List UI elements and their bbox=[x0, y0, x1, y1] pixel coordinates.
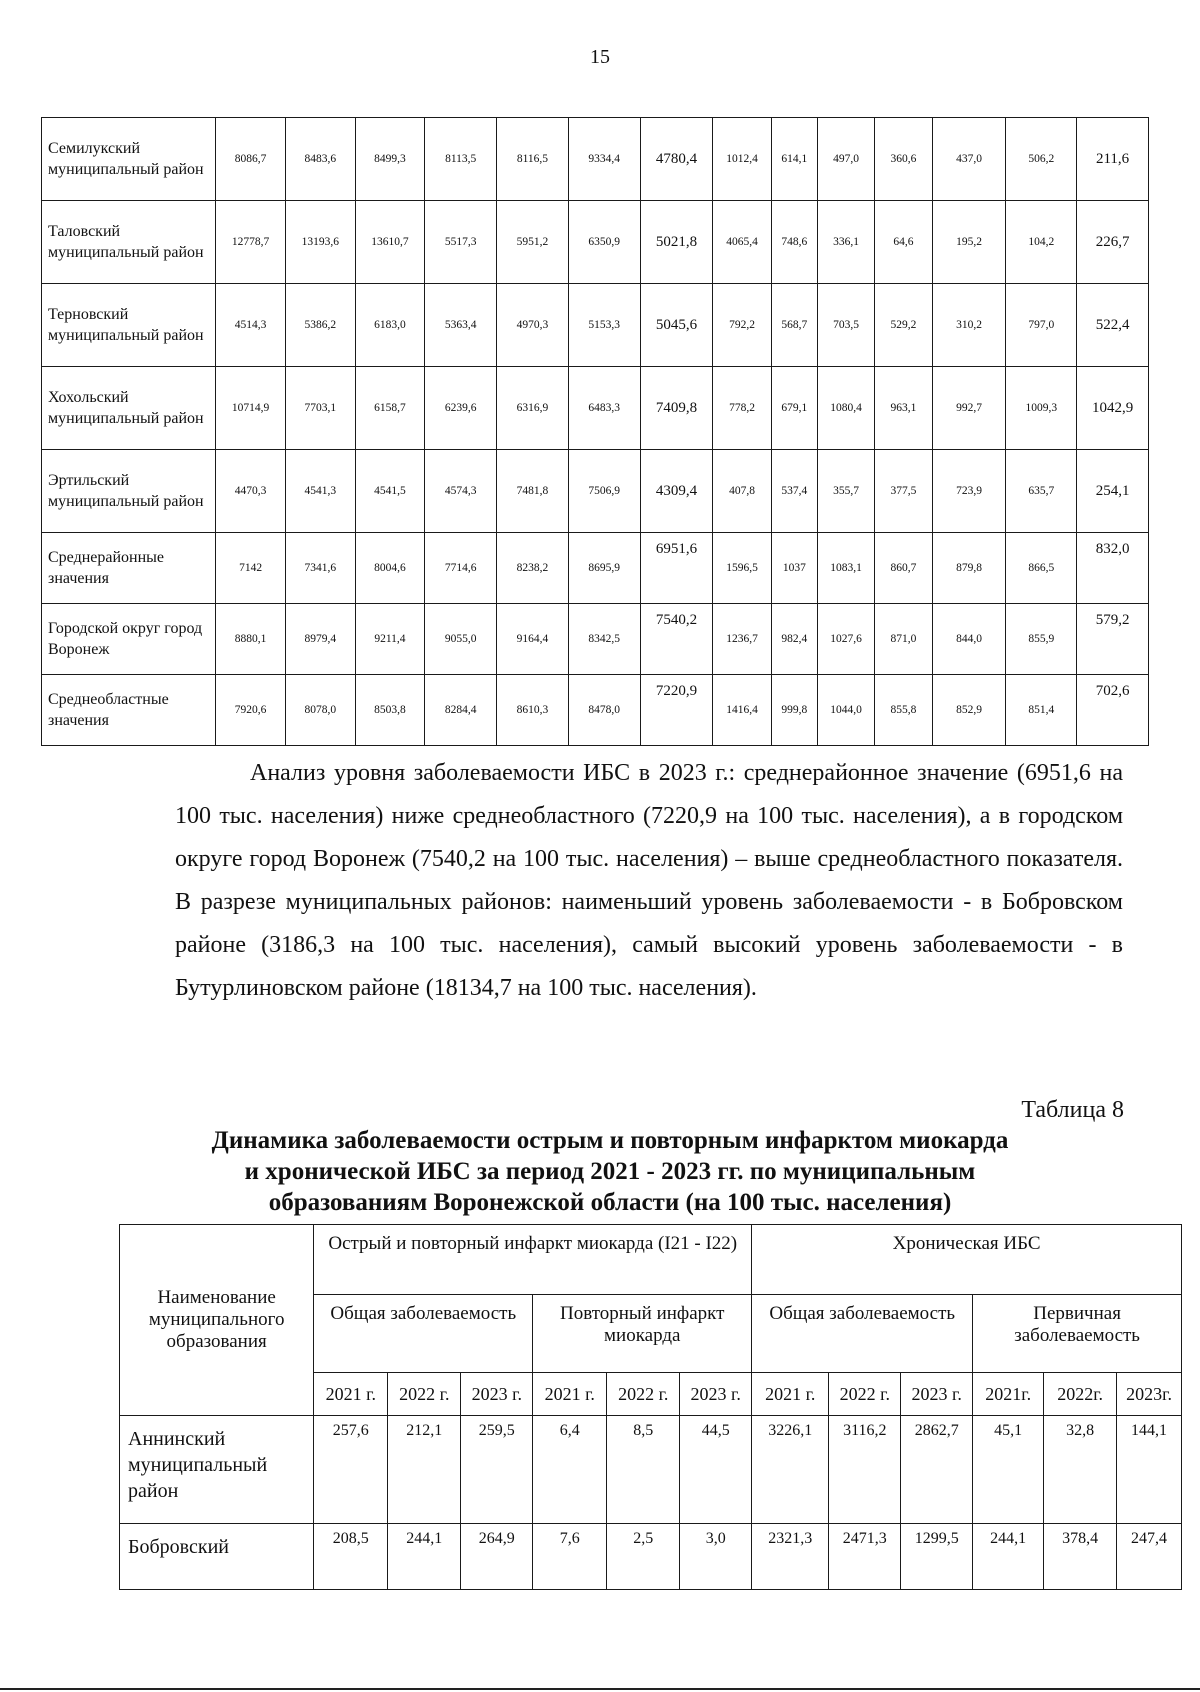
table-cell: 9334,4 bbox=[568, 118, 640, 201]
table-cell: 6951,6 bbox=[640, 533, 713, 604]
table-row bbox=[42, 450, 1149, 533]
year-header: 2021 г. bbox=[752, 1373, 829, 1416]
column-group-chronic-ihd: Хроническая ИБС bbox=[752, 1225, 1182, 1295]
table-cell: 44,5 bbox=[680, 1416, 752, 1524]
table-row bbox=[42, 533, 1149, 604]
caption-line: образованиям Воронежской области (на 100 тыс. населения) bbox=[268, 1189, 952, 1216]
table-cell: 264,9 bbox=[461, 1524, 533, 1590]
row-name: Эртильский муниципальный район bbox=[42, 450, 216, 533]
table-cell: 259,5 bbox=[461, 1416, 533, 1524]
year-header: 2021г. bbox=[973, 1373, 1044, 1416]
year-header: 2021 г. bbox=[533, 1373, 607, 1416]
table-cell: 1027,6 bbox=[817, 604, 874, 675]
table-cell: 12778,7 bbox=[216, 201, 286, 284]
table-cell: 792,2 bbox=[713, 284, 771, 367]
table-cell: 208,5 bbox=[314, 1524, 388, 1590]
subheader-mi-total: Общая заболеваемость bbox=[314, 1295, 533, 1373]
caption-line: и хронической ИБС за период 2021 - 2023 гг. по муниципальным bbox=[244, 1158, 976, 1185]
morbidity-table-continued bbox=[41, 117, 1149, 746]
table-cell: 866,5 bbox=[1006, 533, 1077, 604]
column-group-mi: Острый и повторный инфаркт миокарда (I21 - I22) bbox=[314, 1225, 752, 1295]
page-number: 15 bbox=[590, 46, 610, 68]
table-caption bbox=[150, 1125, 1070, 1218]
table-cell: 537,4 bbox=[771, 450, 817, 533]
table-cell: 6316,9 bbox=[497, 367, 569, 450]
table-cell: 7341,6 bbox=[285, 533, 355, 604]
year-header: 2023 г. bbox=[461, 1373, 533, 1416]
table-cell: 9211,4 bbox=[355, 604, 425, 675]
table-label: Таблица 8 bbox=[1021, 1097, 1124, 1123]
table-cell: 635,7 bbox=[1006, 450, 1077, 533]
subheader-ihd-primary: Первичная заболеваемость bbox=[973, 1295, 1182, 1373]
table-cell: 8483,6 bbox=[285, 118, 355, 201]
table-cell: 702,6 bbox=[1077, 675, 1149, 746]
table-cell: 7540,2 bbox=[640, 604, 713, 675]
row-name: Городской округ город Воронеж bbox=[42, 604, 216, 675]
table-cell: 144,1 bbox=[1117, 1416, 1182, 1524]
table-cell: 8503,8 bbox=[355, 675, 425, 746]
table-cell: 1037 bbox=[771, 533, 817, 604]
table-cell: 4574,3 bbox=[425, 450, 497, 533]
table-cell: 104,2 bbox=[1006, 201, 1077, 284]
table-cell: 832,0 bbox=[1077, 533, 1149, 604]
table-cell: 614,1 bbox=[771, 118, 817, 201]
table-cell: 8086,7 bbox=[216, 118, 286, 201]
year-header: 2023г. bbox=[1117, 1373, 1182, 1416]
table-cell: 8880,1 bbox=[216, 604, 286, 675]
row-name: Таловский муниципальный район bbox=[42, 201, 216, 284]
table-cell: 7220,9 bbox=[640, 675, 713, 746]
table-cell: 10714,9 bbox=[216, 367, 286, 450]
table-cell: 257,6 bbox=[314, 1416, 388, 1524]
row-name: Семилукский муниципальный район bbox=[42, 118, 216, 201]
table-cell: 2,5 bbox=[607, 1524, 680, 1590]
table-cell: 6483,3 bbox=[568, 367, 640, 450]
table-cell: 992,7 bbox=[932, 367, 1006, 450]
table-cell: 7703,1 bbox=[285, 367, 355, 450]
row-name: Среднерайонные значения bbox=[42, 533, 216, 604]
table-cell: 1299,5 bbox=[901, 1524, 973, 1590]
table-cell: 2321,3 bbox=[752, 1524, 829, 1590]
table-cell: 4780,4 bbox=[640, 118, 713, 201]
subheader-ihd-total: Общая заболеваемость bbox=[752, 1295, 973, 1373]
table-cell: 1596,5 bbox=[713, 533, 771, 604]
analysis-paragraph: Анализ уровня заболеваемости ИБС в 2023 г.: среднерайонное значение (6951,6 на 100 тыс. населения) ниже среднеобластного (7220,9 на 100 тыс. населения), а в городском округе город Воронеж (7540,2 на 100 тыс. населения) – выше среднеобластного показателя. В разрезе муниципальных районов: наименьший уровень заболеваемости - в Бобровском районе (3186,3 на 100 тыс. населения), самый высокий уровень заболеваемости - в Бутурлиновском районе (18134,7 на 100 тыс. населения). bbox=[175, 760, 1123, 1001]
table-cell: 8078,0 bbox=[285, 675, 355, 746]
table-cell: 244,1 bbox=[973, 1524, 1044, 1590]
year-header: 2022 г. bbox=[829, 1373, 901, 1416]
table-cell: 4065,4 bbox=[713, 201, 771, 284]
table-cell: 9164,4 bbox=[497, 604, 569, 675]
table-cell: 8342,5 bbox=[568, 604, 640, 675]
table-cell: 2862,7 bbox=[901, 1416, 973, 1524]
table-cell: 6350,9 bbox=[568, 201, 640, 284]
table-cell: 871,0 bbox=[875, 604, 932, 675]
table-cell: 254,1 bbox=[1077, 450, 1149, 533]
table-cell: 244,1 bbox=[388, 1524, 461, 1590]
table-cell: 377,5 bbox=[875, 450, 932, 533]
table-cell: 703,5 bbox=[817, 284, 874, 367]
table-cell: 7481,8 bbox=[497, 450, 569, 533]
table-cell: 378,4 bbox=[1044, 1524, 1117, 1590]
year-header: 2022 г. bbox=[388, 1373, 461, 1416]
table-cell: 797,0 bbox=[1006, 284, 1077, 367]
table-cell: 310,2 bbox=[932, 284, 1006, 367]
table-cell: 195,2 bbox=[932, 201, 1006, 284]
column-header-name: Наименование муниципального образования bbox=[120, 1225, 314, 1416]
table-cell: 1012,4 bbox=[713, 118, 771, 201]
table-cell: 963,1 bbox=[875, 367, 932, 450]
table-cell: 6183,0 bbox=[355, 284, 425, 367]
table-cell: 407,8 bbox=[713, 450, 771, 533]
subheader-mi-repeat: Повторный инфаркт миокарда bbox=[533, 1295, 752, 1373]
table-row bbox=[42, 118, 1149, 201]
table-cell: 579,2 bbox=[1077, 604, 1149, 675]
table-cell: 6,4 bbox=[533, 1416, 607, 1524]
table-cell: 5386,2 bbox=[285, 284, 355, 367]
table-cell: 13193,6 bbox=[285, 201, 355, 284]
table-row bbox=[120, 1524, 1182, 1590]
table-cell: 8238,2 bbox=[497, 533, 569, 604]
table-cell: 7714,6 bbox=[425, 533, 497, 604]
table-cell: 4970,3 bbox=[497, 284, 569, 367]
table-row bbox=[42, 675, 1149, 746]
table-cell: 1009,3 bbox=[1006, 367, 1077, 450]
table-cell: 336,1 bbox=[817, 201, 874, 284]
table-cell: 64,6 bbox=[875, 201, 932, 284]
table-cell: 723,9 bbox=[932, 450, 1006, 533]
caption-line: Динамика заболеваемости острым и повторным инфарктом миокарда bbox=[211, 1127, 1009, 1154]
table-cell: 4541,3 bbox=[285, 450, 355, 533]
table-cell: 32,8 bbox=[1044, 1416, 1117, 1524]
table-cell: 360,6 bbox=[875, 118, 932, 201]
year-header: 2022г. bbox=[1044, 1373, 1117, 1416]
table-cell: 45,1 bbox=[973, 1416, 1044, 1524]
year-header: 2023 г. bbox=[680, 1373, 752, 1416]
table-cell: 6239,6 bbox=[425, 367, 497, 450]
table-cell: 8004,6 bbox=[355, 533, 425, 604]
table-cell: 355,7 bbox=[817, 450, 874, 533]
table-cell: 855,8 bbox=[875, 675, 932, 746]
table-cell: 7506,9 bbox=[568, 450, 640, 533]
table-cell: 1236,7 bbox=[713, 604, 771, 675]
table-cell: 8113,5 bbox=[425, 118, 497, 201]
table-cell: 1083,1 bbox=[817, 533, 874, 604]
table-cell: 5021,8 bbox=[640, 201, 713, 284]
table-cell: 748,6 bbox=[771, 201, 817, 284]
table-cell: 5363,4 bbox=[425, 284, 497, 367]
table-row bbox=[120, 1416, 1182, 1524]
table-cell: 522,4 bbox=[1077, 284, 1149, 367]
table-row bbox=[42, 201, 1149, 284]
table-cell: 5153,3 bbox=[568, 284, 640, 367]
table-row bbox=[42, 604, 1149, 675]
table-cell: 8499,3 bbox=[355, 118, 425, 201]
table-cell: 8695,9 bbox=[568, 533, 640, 604]
table-cell: 7142 bbox=[216, 533, 286, 604]
table-cell: 679,1 bbox=[771, 367, 817, 450]
row-name: Хохольский муниципальный район bbox=[42, 367, 216, 450]
table-cell: 4541,5 bbox=[355, 450, 425, 533]
year-header: 2021 г. bbox=[314, 1373, 388, 1416]
table-cell: 844,0 bbox=[932, 604, 1006, 675]
table-cell: 4514,3 bbox=[216, 284, 286, 367]
table-cell: 5045,6 bbox=[640, 284, 713, 367]
row-name: Терновский муниципальный район bbox=[42, 284, 216, 367]
table-cell: 2471,3 bbox=[829, 1524, 901, 1590]
row-name: Аннинский муниципальный район bbox=[120, 1416, 314, 1524]
page-bottom-rule bbox=[0, 1688, 1200, 1690]
table-cell: 5951,2 bbox=[497, 201, 569, 284]
table-cell: 3226,1 bbox=[752, 1416, 829, 1524]
table-cell: 999,8 bbox=[771, 675, 817, 746]
table-cell: 568,7 bbox=[771, 284, 817, 367]
table-cell: 8979,4 bbox=[285, 604, 355, 675]
table-cell: 211,6 bbox=[1077, 118, 1149, 201]
table-cell: 855,9 bbox=[1006, 604, 1077, 675]
row-name: Бобровский bbox=[120, 1524, 314, 1590]
table-cell: 1080,4 bbox=[817, 367, 874, 450]
table-cell: 497,0 bbox=[817, 118, 874, 201]
table-row bbox=[42, 367, 1149, 450]
table-cell: 247,4 bbox=[1117, 1524, 1182, 1590]
table-cell: 226,7 bbox=[1077, 201, 1149, 284]
table-cell: 4309,4 bbox=[640, 450, 713, 533]
table-cell: 3,0 bbox=[680, 1524, 752, 1590]
table-cell: 6158,7 bbox=[355, 367, 425, 450]
table-cell: 437,0 bbox=[932, 118, 1006, 201]
year-header: 2022 г. bbox=[607, 1373, 680, 1416]
table-cell: 9055,0 bbox=[425, 604, 497, 675]
table-cell: 1044,0 bbox=[817, 675, 874, 746]
table-cell: 860,7 bbox=[875, 533, 932, 604]
table-cell: 7,6 bbox=[533, 1524, 607, 1590]
year-header: 2023 г. bbox=[901, 1373, 973, 1416]
table-cell: 8,5 bbox=[607, 1416, 680, 1524]
table-cell: 5517,3 bbox=[425, 201, 497, 284]
table-cell: 1416,4 bbox=[713, 675, 771, 746]
table-cell: 529,2 bbox=[875, 284, 932, 367]
table-cell: 778,2 bbox=[713, 367, 771, 450]
table-cell: 3116,2 bbox=[829, 1416, 901, 1524]
table-cell: 1042,9 bbox=[1077, 367, 1149, 450]
table-cell: 8478,0 bbox=[568, 675, 640, 746]
table-cell: 506,2 bbox=[1006, 118, 1077, 201]
table-cell: 8116,5 bbox=[497, 118, 569, 201]
table-cell: 212,1 bbox=[388, 1416, 461, 1524]
mi-ihd-table bbox=[119, 1224, 1182, 1590]
table-row bbox=[42, 284, 1149, 367]
table-cell: 982,4 bbox=[771, 604, 817, 675]
table-cell: 852,9 bbox=[932, 675, 1006, 746]
table-cell: 8284,4 bbox=[425, 675, 497, 746]
table-cell: 879,8 bbox=[932, 533, 1006, 604]
table-cell: 851,4 bbox=[1006, 675, 1077, 746]
row-name: Среднеобластные значения bbox=[42, 675, 216, 746]
table-cell: 4470,3 bbox=[216, 450, 286, 533]
table-cell: 7409,8 bbox=[640, 367, 713, 450]
table-cell: 8610,3 bbox=[497, 675, 569, 746]
table-cell: 7920,6 bbox=[216, 675, 286, 746]
table-cell: 13610,7 bbox=[355, 201, 425, 284]
